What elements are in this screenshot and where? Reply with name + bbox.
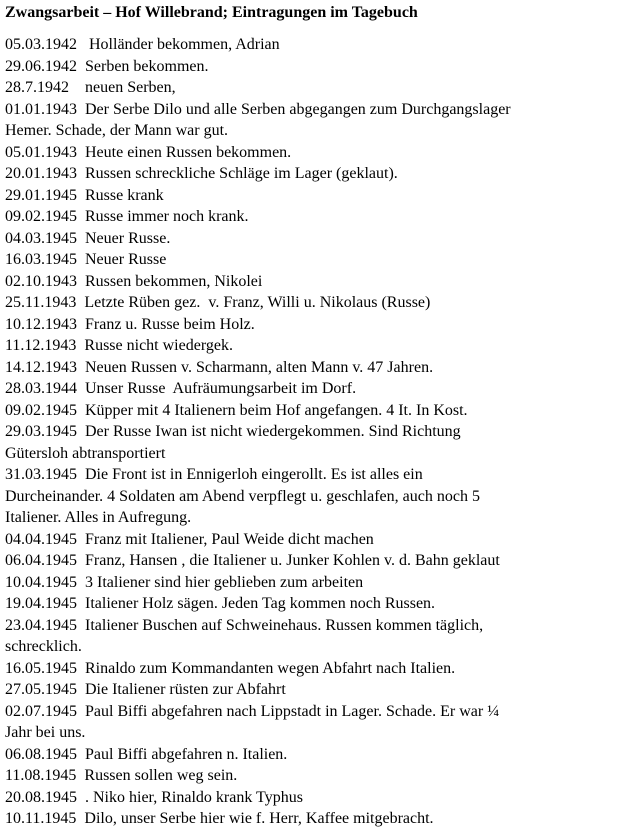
entry-date: 29.06.1942 (5, 57, 77, 75)
entry-text: Neuer Russe. (85, 229, 171, 247)
diary-entry (5, 206, 617, 228)
entry-text: Paul Biffi abgefahren n. Italien. (85, 745, 288, 763)
diary-entry (5, 765, 617, 787)
entry-text: Dilo, unser Serbe hier wie f. Herr, Kaffee mitgebracht. (84, 810, 434, 827)
entry-text: Franz mit Italiener, Paul Weide dicht machen (85, 530, 374, 548)
entry-text: Russen sollen weg sein. (84, 767, 238, 784)
entry-separator (77, 402, 85, 419)
entry-text: Neuer Russe (85, 251, 167, 268)
entry-separator (77, 187, 85, 204)
diary-entry (5, 292, 617, 314)
entry-text: Russen bekommen, Nikolei (85, 272, 263, 290)
entry-date: 11.12.1943 (5, 337, 77, 354)
entry-separator (69, 79, 85, 96)
diary-entry (5, 249, 617, 271)
entry-text: Rinaldo zum Kommandanten wegen Abfahrt nach Italien. (85, 659, 456, 677)
entry-separator (77, 101, 85, 118)
diary-entry (5, 529, 617, 551)
diary-entry (5, 701, 617, 744)
entry-date: 23.04.1945 (5, 616, 77, 634)
entry-date: 11.08.1945 (5, 767, 77, 784)
diary-entry (5, 744, 617, 766)
diary-entry (5, 421, 617, 464)
entry-text: Holländer bekommen, Adrian (89, 36, 280, 53)
entry-separator (77, 703, 85, 720)
diary-entry (5, 314, 617, 336)
diary-entry (5, 679, 617, 701)
entry-separator (77, 273, 85, 290)
entry-date: 10.11.1945 (5, 810, 77, 827)
diary-entry (5, 228, 617, 250)
entry-separator (77, 681, 85, 698)
entry-date: 16.03.1945 (5, 251, 77, 268)
entry-separator (77, 230, 85, 247)
entry-date: 19.04.1945 (5, 595, 77, 612)
entry-text: Russen schreckliche Schläge im Lager (geklaut). (85, 165, 398, 182)
diary-entry (5, 787, 617, 809)
entry-text: Italiener Holz sägen. Jeden Tag kommen noch Russen. (85, 595, 436, 612)
diary-entry (5, 163, 617, 185)
entry-text: Italiener Buschen auf Schweinehaus. Russen kommen täglich, schrecklich. (5, 616, 484, 655)
entry-date: 06.04.1945 (5, 552, 77, 569)
entry-separator (77, 359, 85, 376)
entry-date: 29.03.1945 (5, 423, 77, 440)
diary-entry (5, 593, 617, 615)
entry-text: Letzte Rüben gez. v. Franz, Willi u. Nikolaus (Russe) (84, 294, 431, 311)
entry-text: Franz u. Russe beim Holz. (85, 315, 255, 333)
diary-entry (5, 185, 617, 207)
entry-separator (77, 36, 89, 53)
diary-entry (5, 550, 617, 572)
diary-entry (5, 77, 617, 99)
entry-separator (77, 746, 85, 763)
diary-entry (5, 464, 617, 529)
entry-text: neuen Serben, (85, 79, 176, 96)
entry-separator (77, 208, 85, 225)
entry-date: 04.04.1945 (5, 530, 77, 548)
entry-date: 31.03.1945 (5, 466, 77, 483)
entry-date: 04.03.1945 (5, 229, 77, 247)
entry-text: Franz, Hansen , die Italiener u. Junker Kohlen v. d. Bahn geklaut (85, 552, 500, 569)
entry-date: 20.08.1945 (5, 788, 77, 806)
document-title: Zwangsarbeit – Hof Willebrand; Eintragungen im Tagebuch (5, 4, 418, 21)
entry-text: Russe krank (85, 186, 164, 204)
diary-entries-list (5, 34, 617, 830)
entry-separator (77, 380, 85, 397)
entry-separator (77, 574, 85, 591)
entry-date: 02.10.1943 (5, 272, 77, 290)
diary-entry (5, 615, 617, 658)
entry-text: Der Serbe Dilo und alle Serben abgegangen zum Durchgangslager Hemer. Schade, der Mann war gut. (5, 100, 511, 139)
entry-text: Heute einen Russen bekommen. (85, 143, 292, 161)
diary-entry (5, 658, 617, 680)
diary-entry (5, 335, 617, 357)
entry-separator (77, 617, 85, 634)
entry-separator (77, 58, 85, 75)
entry-date: 01.01.1943 (5, 100, 77, 118)
entry-date: 27.05.1945 (5, 681, 77, 698)
diary-entry (5, 808, 617, 830)
diary-entry (5, 357, 617, 379)
diary-entry (5, 142, 617, 164)
entry-separator (77, 423, 85, 440)
entry-text: Paul Biffi abgefahren nach Lippstadt in Lager. Schade. Er war ¼ Jahr bei uns. (5, 702, 500, 741)
document-page (5, 2, 617, 830)
entry-text: Unser Russe Aufräumungsarbeit im Dorf. (85, 380, 357, 397)
entry-separator (77, 144, 85, 161)
entry-text: Serben bekommen. (85, 57, 209, 75)
entry-separator (77, 660, 85, 677)
entry-text: Russe nicht wiedergek. (84, 337, 233, 354)
entry-text: Die Front ist in Ennigerloh eingerollt. Es ist alles ein Durcheinander. 4 Soldaten am Abend verpflegt u. geschlafen, auch noch 5 Italiener. Alles in Aufregung. (5, 466, 480, 526)
entry-text: Die Italiener rüsten zur Abfahrt (85, 681, 286, 698)
entry-date: 28.03.1944 (5, 380, 77, 397)
entry-date: 09.02.1945 (5, 401, 77, 419)
diary-entry (5, 34, 617, 56)
entry-text: Küpper mit 4 Italienern beim Hof angefangen. 4 It. In Kost. (85, 401, 468, 419)
diary-entry (5, 99, 617, 142)
diary-entry (5, 572, 617, 594)
diary-entry (5, 400, 617, 422)
entry-text: 3 Italiener sind hier geblieben zum arbeiten (85, 573, 364, 591)
entry-separator (77, 316, 85, 333)
entry-date: 10.04.1945 (5, 573, 77, 591)
entry-text: Russe immer noch krank. (85, 208, 249, 225)
diary-entry (5, 378, 617, 400)
entry-date: 16.05.1945 (5, 659, 77, 677)
diary-entry (5, 271, 617, 293)
entry-date: 05.03.1942 (5, 36, 77, 53)
entry-separator (77, 789, 85, 806)
entry-date: 09.02.1945 (5, 208, 77, 225)
entry-separator (77, 251, 85, 268)
entry-date: 02.07.1945 (5, 702, 77, 720)
entry-date: 05.01.1943 (5, 143, 77, 161)
entry-separator (77, 466, 85, 483)
entry-date: 06.08.1945 (5, 745, 77, 763)
entry-separator (77, 165, 85, 182)
entry-date: 25.11.1943 (5, 294, 77, 311)
entry-date: 14.12.1943 (5, 358, 77, 376)
entry-date: 28.7.1942 (5, 79, 69, 96)
entry-separator (77, 595, 85, 612)
entry-date: 29.01.1945 (5, 186, 77, 204)
diary-entry (5, 56, 617, 78)
entry-separator (77, 531, 85, 548)
entry-text: Der Russe Iwan ist nicht wiedergekommen. Sind Richtung Gütersloh abtransportiert (5, 423, 461, 462)
entry-date: 10.12.1943 (5, 315, 77, 333)
entry-separator (77, 552, 85, 569)
entry-text: Neuen Russen v. Scharmann, alten Mann v. 47 Jahren. (85, 358, 434, 376)
entry-text: . Niko hier, Rinaldo krank Typhus (85, 788, 303, 806)
entry-date: 20.01.1943 (5, 165, 77, 182)
